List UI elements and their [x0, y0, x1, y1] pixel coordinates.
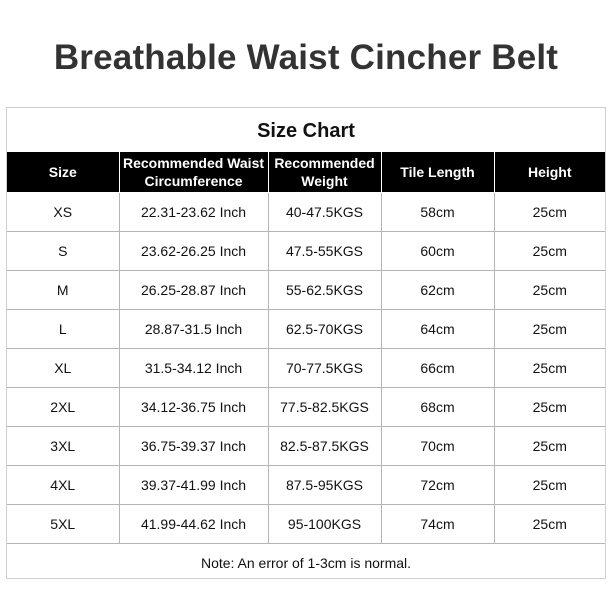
size-cell: 3XL	[7, 427, 119, 466]
height-cell: 25cm	[494, 232, 605, 271]
size-table	[7, 152, 605, 582]
table-row	[7, 466, 605, 505]
weight-cell: 40-47.5KGS	[268, 193, 381, 232]
tile-length-cell: 58cm	[381, 193, 494, 232]
table-row	[7, 505, 605, 544]
height-cell: 25cm	[494, 193, 605, 232]
table-row	[7, 193, 605, 232]
note-text: Note: An error of 1-3cm is normal.	[7, 544, 605, 583]
table-row	[7, 388, 605, 427]
table-row	[7, 427, 605, 466]
size-cell: 4XL	[7, 466, 119, 505]
size-cell: S	[7, 232, 119, 271]
weight-cell: 82.5-87.5KGS	[268, 427, 381, 466]
tile-length-cell: 74cm	[381, 505, 494, 544]
weight-cell: 87.5-95KGS	[268, 466, 381, 505]
weight-cell: 70-77.5KGS	[268, 349, 381, 388]
tile-length-cell: 60cm	[381, 232, 494, 271]
tile-length-cell: 64cm	[381, 310, 494, 349]
tile-length-cell: 66cm	[381, 349, 494, 388]
size-chart-title: Size Chart	[257, 120, 355, 142]
size-chart	[6, 107, 606, 579]
waist-cell: 26.25-28.87 Inch	[119, 271, 268, 310]
waist-cell: 39.37-41.99 Inch	[119, 466, 268, 505]
weight-cell: 62.5-70KGS	[268, 310, 381, 349]
height-cell: 25cm	[494, 427, 605, 466]
size-cell: XS	[7, 193, 119, 232]
size-cell: 5XL	[7, 505, 119, 544]
waist-cell: 28.87-31.5 Inch	[119, 310, 268, 349]
header-waist-circumference: Recommended Waist Circumference	[119, 152, 268, 193]
height-cell: 25cm	[494, 271, 605, 310]
waist-cell: 34.12-36.75 Inch	[119, 388, 268, 427]
tile-length-cell: 72cm	[381, 466, 494, 505]
table-body	[7, 193, 605, 544]
weight-cell: 77.5-82.5KGS	[268, 388, 381, 427]
size-cell: XL	[7, 349, 119, 388]
weight-cell: 47.5-55KGS	[268, 232, 381, 271]
height-cell: 25cm	[494, 505, 605, 544]
height-cell: 25cm	[494, 310, 605, 349]
table-header-row	[7, 152, 605, 193]
waist-cell: 31.5-34.12 Inch	[119, 349, 268, 388]
page-title: Breathable Waist Cincher Belt	[53, 38, 559, 77]
header-tile-length: Tile Length	[381, 152, 494, 193]
waist-cell: 23.62-26.25 Inch	[119, 232, 268, 271]
height-cell: 25cm	[494, 388, 605, 427]
tile-length-cell: 70cm	[381, 427, 494, 466]
size-cell: L	[7, 310, 119, 349]
tile-length-cell: 62cm	[381, 271, 494, 310]
size-cell: 2XL	[7, 388, 119, 427]
weight-cell: 55-62.5KGS	[268, 271, 381, 310]
table-row	[7, 232, 605, 271]
header-size: Size	[7, 152, 119, 193]
header-weight: Recommended Weight	[268, 152, 381, 193]
note-row	[7, 544, 605, 583]
table-row	[7, 271, 605, 310]
tile-length-cell: 68cm	[381, 388, 494, 427]
waist-cell: 36.75-39.37 Inch	[119, 427, 268, 466]
header-height: Height	[494, 152, 605, 193]
waist-cell: 22.31-23.62 Inch	[119, 193, 268, 232]
weight-cell: 95-100KGS	[268, 505, 381, 544]
table-row	[7, 310, 605, 349]
size-cell: M	[7, 271, 119, 310]
height-cell: 25cm	[494, 349, 605, 388]
table-row	[7, 349, 605, 388]
waist-cell: 41.99-44.62 Inch	[119, 505, 268, 544]
height-cell: 25cm	[494, 466, 605, 505]
